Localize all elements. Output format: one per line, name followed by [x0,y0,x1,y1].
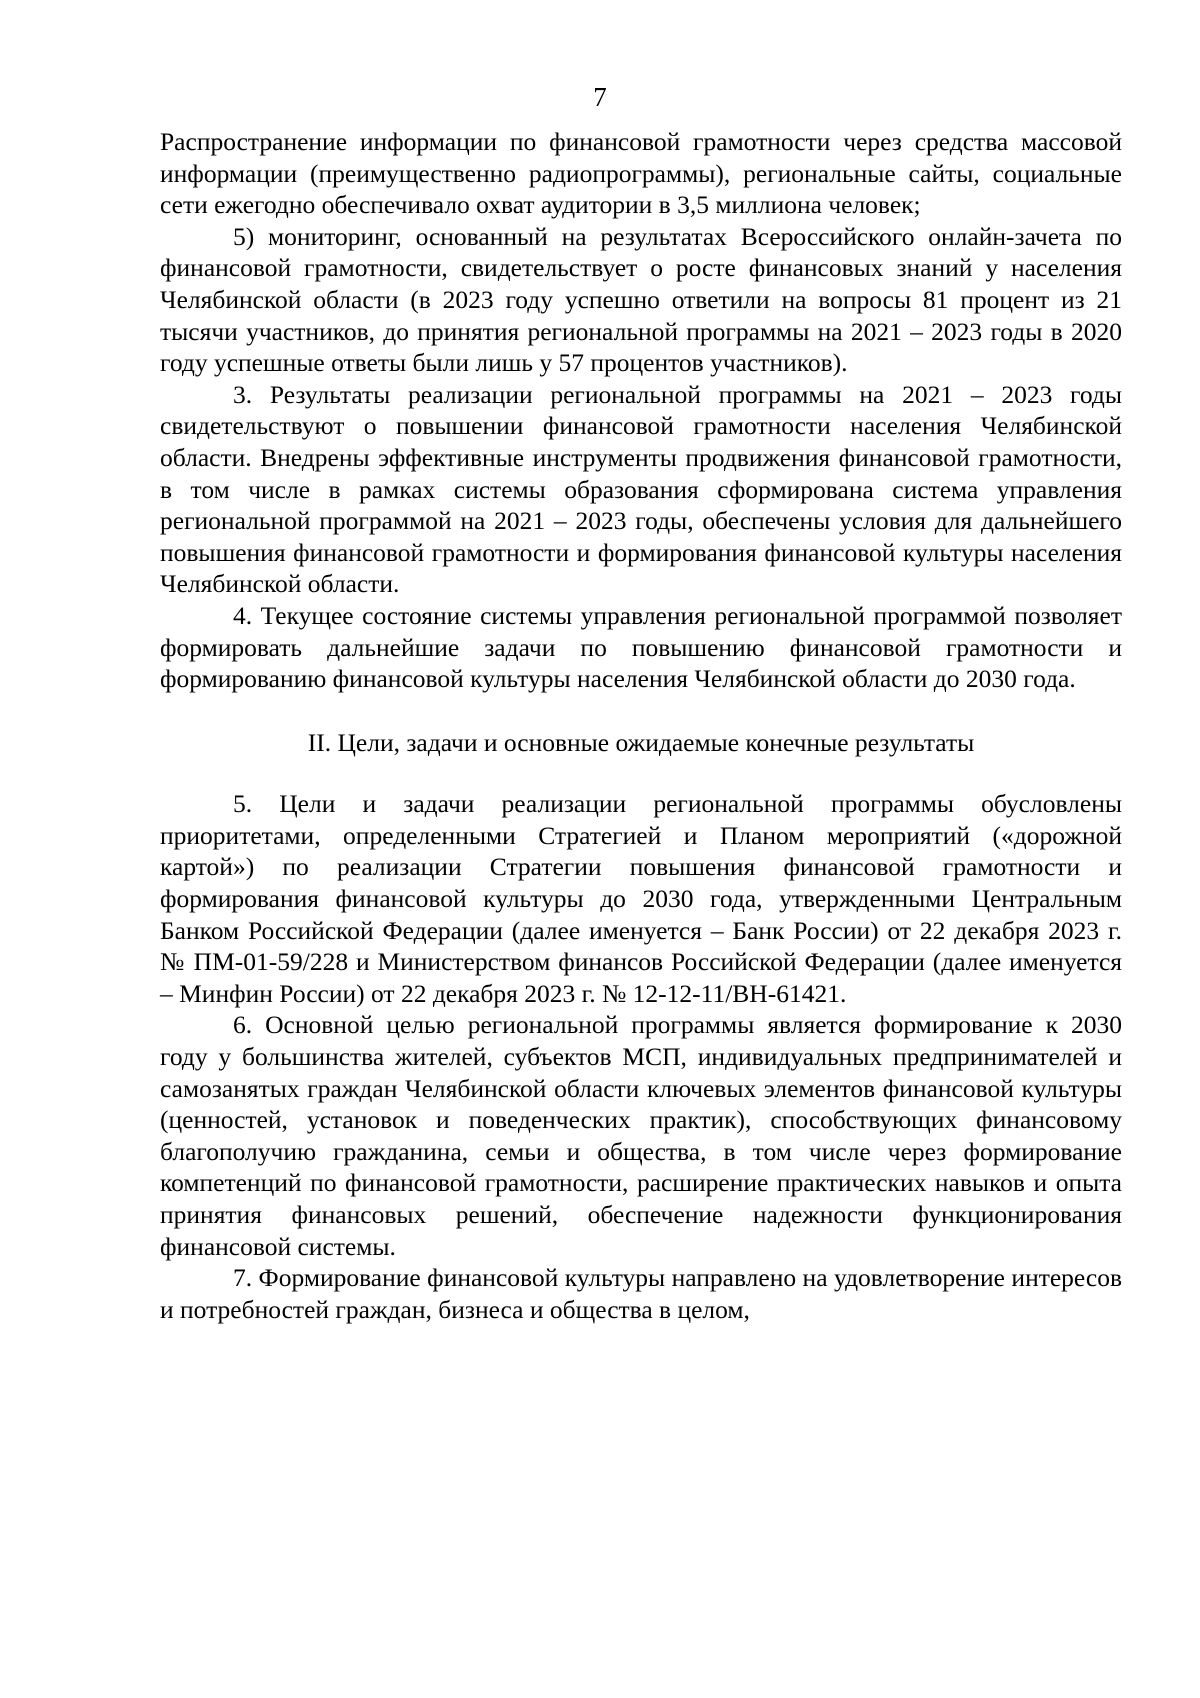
document-body [160,126,1122,1325]
paragraph-item-5-monitoring: 5) мониторинг, основанный на результатах Всероссийского онлайн-зачета по финансовой грамотности, свидетельствует о росте финансовых знаний у населения Челябинской области (в 2023 году успешно ответили на вопросы 81 процент из 21 тысячи участников, до принятия региональной программы на 2021 – 2023 годы в 2020 году успешные ответы были лишь у 57 процентов участников). [160,221,1122,378]
paragraph-7-financial-culture: 7. Формирование финансовой культуры направлено на удовлетворение интересов и потребностей граждан, бизнеса и общества в целом, [160,1263,1122,1324]
paragraph-4-current-state: 4. Текущее состояние системы управления региональной программой позволяет формировать дальнейшие задачи по повышению финансовой грамотности и формированию финансовой культуры населения Челябинской области до 2030 года. [160,600,1122,694]
page-number: 7 [593,82,607,112]
paragraph-5-goals: 5. Цели и задачи реализации региональной программы обусловлены приоритетами, определенными Стратегией и Планом мероприятий («дорожной картой») по реализации Стратегии повышения финансовой грамотности и формирования финансовой культуры до 2030 года, утвержденными Центральным Банком Российской Федерации (далее именуется – Банк России) от 22 декабря 2023 г. № ПМ-01-59/228 и Министерством финансов Российской Федерации (далее именуется – Минфин России) от 22 декабря 2023 г. № 12-12-11/ВН-61421. [160,789,1122,1008]
section-heading: II. Цели, задачи и основные ожидаемые конечные результаты [307,727,975,757]
paragraph-6-main-goal: 6. Основной целью региональной программы является формирование к 2030 году у большинства жителей, субъектов МСП, индивидуальных предпринимателей и самозанятых граждан Челябинской области ключевых элементов финансовой культуры (ценностей, установок и поведенческих практик), способствующих финансовому благополучию гражданина, семьи и общества, в том числе через формирование компетенций по финансовой грамотности, расширение практических навыков и опыта принятия финансовых решений, обеспечение надежности функционирования финансовой системы. [160,1010,1122,1261]
paragraph-3-results: 3. Результаты реализации региональной программы на 2021 – 2023 годы свидетельствуют о повышении финансовой грамотности населения Челябинской области. Внедрены эффективные инструменты продвижения финансовой грамотности, в том числе в рамках системы образования сформирована система управления региональной программой на 2021 – 2023 годы, обеспечены условия для дальнейшего повышения финансовой грамотности и формирования финансовой культуры населения Челябинской области. [160,379,1122,599]
paragraph-continuation: Распространение информации по финансовой грамотности через средства массовой информации (преимущественно радиопрограммы), региональные сайты, социальные сети ежегодно обеспечивало охват аудитории в 3,5 миллиона человек; [160,127,1122,220]
